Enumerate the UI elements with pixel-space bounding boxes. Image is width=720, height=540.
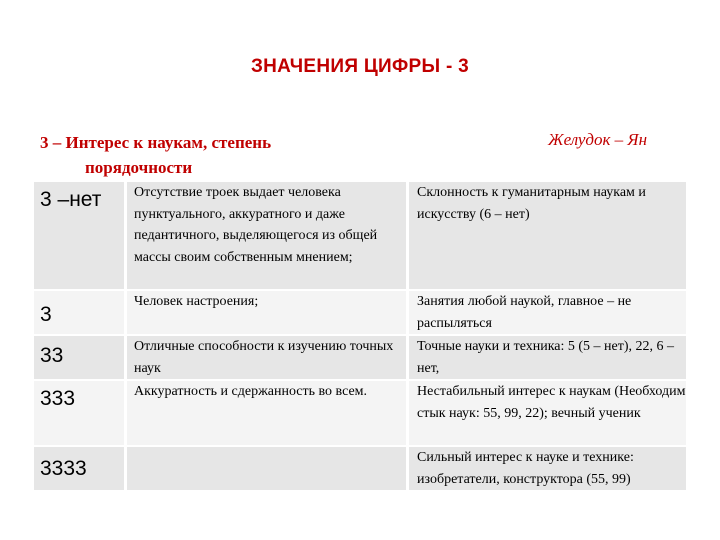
row-meaning: Человек настроения; [126,290,408,335]
page-title: ЗНАЧЕНИЯ ЦИФРЫ - 3 [250,56,470,77]
row-meaning [126,446,408,490]
row-number: 3333 [34,446,126,490]
row-number: 33 [34,335,126,380]
row-number: 3 –нет [34,182,126,290]
table-row [34,335,686,380]
row-science: Сильный интерес к науке и технике: изобретатели, конструктора (55, 99) [408,446,687,490]
table-row [34,290,686,335]
row-meaning: Отсутствие троек выдает человека пунктуального, аккуратного и даже педантичного, выделяющегося из общей массы своим собственным мнением; [126,182,408,290]
row-science: Нестабильный интерес к наукам (Необходим стык наук: 55, 99, 22); вечный ученик [408,380,687,446]
table-row [34,182,686,290]
row-meaning: Аккуратность и сдержанность во всем. [126,380,408,446]
row-number: 333 [34,380,126,446]
row-science: Точные науки и техника: 5 (5 – нет), 22, 6 – нет, [408,335,687,380]
subtitle-right: Желудок – Ян [548,130,648,149]
row-science: Занятия любой наукой, главное – не распыляться [408,290,687,335]
subtitle-left-line1: 3 – Интерес к наукам, степень [40,133,272,152]
meanings-table [34,182,686,490]
table-row [34,380,686,446]
subtitle-left-line2: порядочности [85,158,193,177]
row-number: 3 [34,290,126,335]
row-meaning: Отличные способности к изучению точных наук [126,335,408,380]
table-row [34,446,686,490]
row-science: Склонность к гуманитарным наукам и искусству (6 – нет) [408,182,687,290]
subtitle-left [40,130,271,180]
